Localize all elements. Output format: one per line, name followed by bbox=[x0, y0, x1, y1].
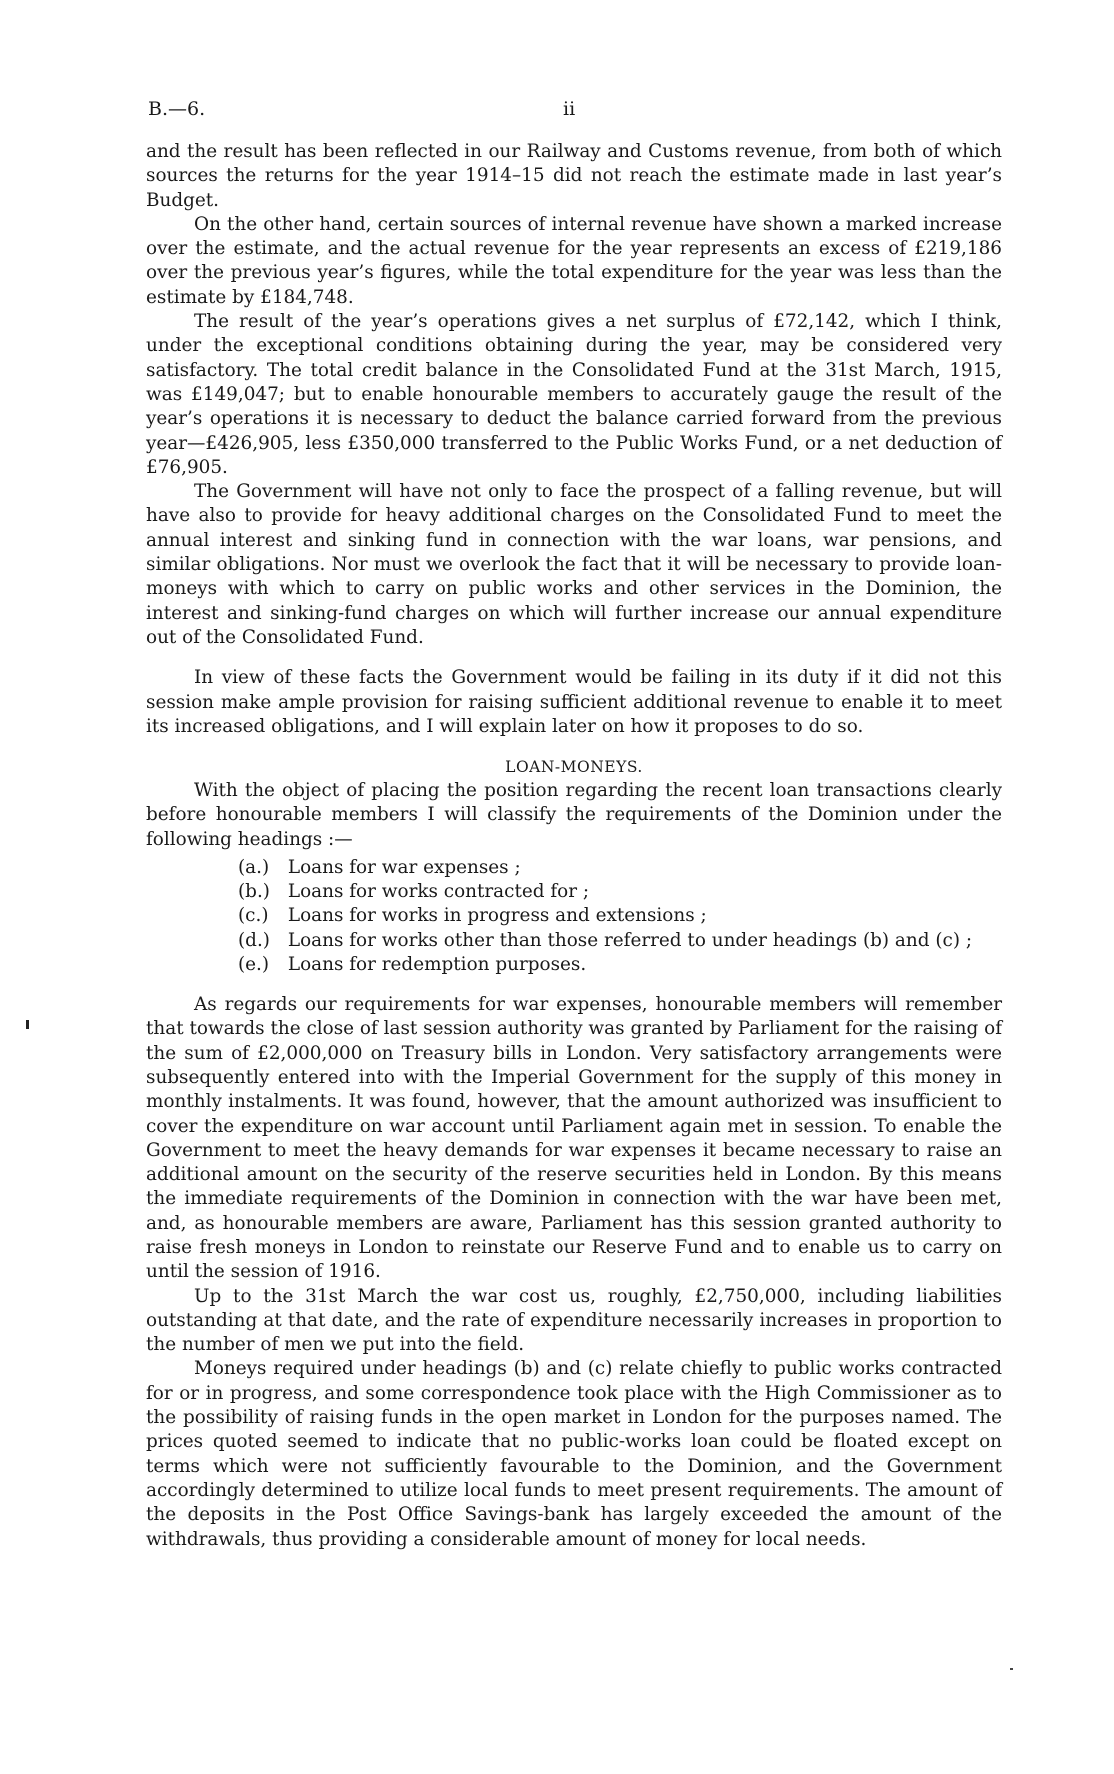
document-reference: B.—6. bbox=[148, 98, 206, 120]
list-item bbox=[238, 856, 1002, 880]
list-text: Loans for redemption purposes. bbox=[287, 953, 587, 975]
paragraph: In view of these facts the Government would be failing in its duty if it did not this session make ample provision for raising sufficient additional revenue to enable it to meet its increased obligations, and I will explain later on how it proposes to do so. bbox=[146, 667, 1002, 737]
paragraph: With the object of placing the position regarding the recent loan transactions clearly before honourable members I will classify the requirements of the Dominion under the following headings :— bbox=[146, 780, 1002, 850]
list-marker: (e.) bbox=[238, 953, 270, 975]
list-text: Loans for works in progress and extensions ; bbox=[287, 905, 707, 927]
list-item bbox=[238, 904, 1002, 928]
paragraph: As regards our requirements for war expenses, honourable members will remember that towards the close of last session authority was granted by Parliament for the raising of the sum of £2,000,000 on Treasury bills in London. Very satisfactory arrangements were subsequently entered into with the Imperial Government for the supply of this money in monthly instalments. It was found, however, that the amount authorized was insufficient to cover the expenditure on war account until Parliament again met in session. To enable the Government to meet the heavy demands for war expenses it became necessary to raise an additional amount on the security of the reserve securities held in London. By this means the immediate requirements of the Dominion in connection with the war have been met, and, as honourable members are aware, Parliament has this session granted authority to raise fresh moneys in London to reinstate our Reserve Fund and to enable us to carry on until the session of 1916. bbox=[146, 994, 1002, 1283]
paragraph: On the other hand, certain sources of internal revenue have shown a marked increase over the estimate, and the actual revenue for the year represents an excess of £219,186 over the previous year’s figures, while the total expenditure for the year was less than the estimate by £184,748. bbox=[146, 213, 1002, 308]
body-text bbox=[146, 140, 1002, 1552]
list-text: Loans for war expenses ; bbox=[287, 857, 521, 879]
print-speck bbox=[26, 1020, 29, 1029]
paragraph: Moneys required under headings (b) and (c) relate chiefly to public works contracted for or in progress, and some correspondence took place with the High Commissioner as to the possibility of raising funds in the open market in London for the purposes named. The prices quoted seemed to indicate that no public-works loan could be floated except on terms which were not sufficiently favourable to the Dominion, and the Government accordingly determined to utilize local funds to meet present requirements. The amount of the deposits in the Post Office Savings-bank has largely exceeded the amount of the withdrawals, thus providing a considerable amount of money for local needs. bbox=[146, 1358, 1002, 1550]
paragraph: The result of the year’s operations gives a net surplus of £72,142, which I think, under the exceptional conditions obtaining during the year, may be considered very satisfactory. The total credit balance in the Consolidated Fund at the 31st March, 1915, was £149,047; but to enable honourable members to accurately gauge the result of the year’s operations it is necessary to deduct the balance carried forward from the previous year—£426,905, less £350,000 transferred to the Public Works Fund, or a net deduction of £76,905. bbox=[146, 311, 1002, 478]
headings-list bbox=[146, 856, 1002, 977]
list-item bbox=[238, 880, 1002, 904]
list-item bbox=[238, 929, 1002, 953]
paragraph: The Government will have not only to face the prospect of a falling revenue, but will have also to provide for heavy additional charges on the Consolidated Fund to meet the annual interest and sinking fund in connection with the war loans, war pensions, and similar obligations. Nor must we overlook the fact that it will be necessary to provide loan-moneys with which to carry on public works and other services in the Dominion, the interest and sinking-fund charges on which will further increase our annual expenditure out of the Consolidated Fund. bbox=[146, 481, 1002, 648]
list-marker: (d.) bbox=[238, 929, 270, 951]
paragraph: and the result has been reflected in our Railway and Customs revenue, from both of which sources the returns for the year 1914–15 did not reach the estimate made in last year’s Budget. bbox=[146, 141, 1002, 211]
list-marker: (c.) bbox=[238, 905, 269, 927]
list-item bbox=[238, 953, 1002, 977]
list-text: Loans for works other than those referred to under headings (b) and (c) ; bbox=[287, 929, 973, 951]
paragraph: Up to the 31st March the war cost us, roughly, £2,750,000, including liabilities outstanding at that date, and the rate of expenditure necessarily increases in proportion to the number of men we put into the field. bbox=[146, 1285, 1002, 1356]
page-number: ii bbox=[563, 98, 576, 120]
print-speck bbox=[1010, 1668, 1013, 1670]
list-text: Loans for works contracted for ; bbox=[287, 881, 590, 903]
list-marker: (a.) bbox=[238, 857, 270, 879]
section-heading: LOAN-MONEYS. bbox=[505, 758, 643, 777]
page-header bbox=[148, 98, 1014, 122]
list-marker: (b.) bbox=[238, 881, 270, 903]
